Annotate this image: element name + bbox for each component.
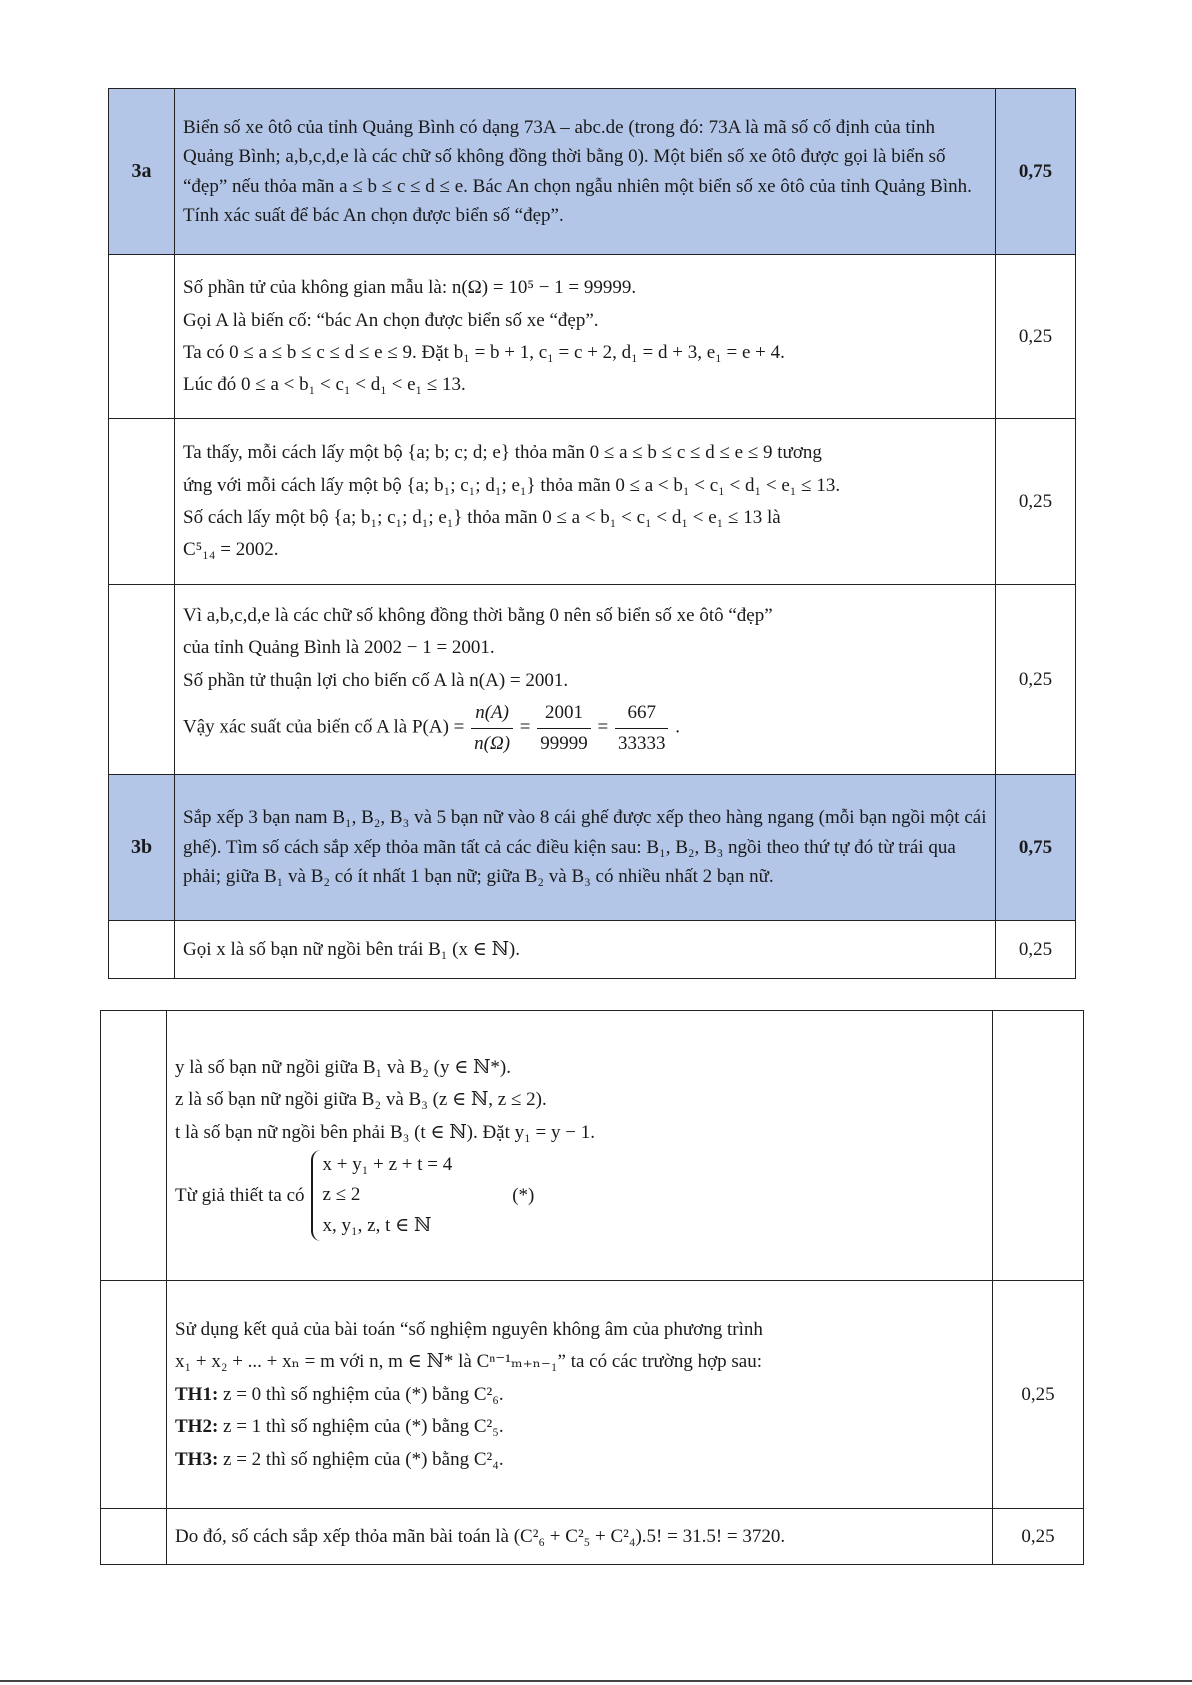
case-text: z = 2 thì số nghiệm của (*) bằng C²₄. <box>223 1448 504 1470</box>
question-score: 0,75 <box>996 89 1076 255</box>
system-brace <box>311 1150 453 1241</box>
system-eq: x, y₁, z, t ∈ ℕ <box>322 1214 432 1236</box>
solution-line: C⁵₁₄ = 2002. <box>183 539 279 561</box>
empty-cell <box>109 419 175 585</box>
solution-line: Ta có 0 ≤ a ≤ b ≤ c ≤ d ≤ e ≤ 9. Đặt b₁ = b + 1, c₁ = c + 2, d₁ = d + 3, e₁ = e + 4. <box>183 342 785 363</box>
question-label: 3b <box>109 775 175 921</box>
empty-cell <box>101 1281 167 1509</box>
denominator: n(Ω) <box>474 732 511 754</box>
empty-cell <box>101 1509 167 1565</box>
solution-step <box>175 419 996 585</box>
solution-row <box>109 255 1076 419</box>
fraction <box>471 698 513 758</box>
numerator: 667 <box>615 698 669 728</box>
question-row-3a <box>109 89 1076 255</box>
denominator: 33333 <box>617 732 666 754</box>
answer-table-2 <box>100 1010 1084 1565</box>
period: . <box>675 716 680 738</box>
system-eq: z ≤ 2 <box>322 1184 361 1206</box>
case-line <box>175 1445 984 1474</box>
answer-table-1 <box>108 88 1076 979</box>
numerator: 2001 <box>537 698 591 728</box>
question-score: 0,75 <box>996 775 1076 921</box>
equation-system <box>175 1150 984 1241</box>
probability-line <box>183 698 987 758</box>
case-line <box>175 1380 984 1409</box>
page-bottom-rule <box>0 1680 1192 1682</box>
system-tag: (*) <box>512 1184 535 1206</box>
numerator: n(A) <box>471 698 513 728</box>
step-score: 0,25 <box>996 585 1076 775</box>
solution-line: t là số bạn nữ ngồi bên phải B₃ (t ∈ ℕ). Đặt y₁ = y − 1. <box>175 1121 595 1143</box>
solution-row <box>109 419 1076 585</box>
solution-line: Số phần tử thuận lợi cho biến cố A là n(A) = 2001. <box>183 669 569 691</box>
solution-row <box>109 921 1076 979</box>
case-text: z = 0 thì số nghiệm của (*) bằng C²₆. <box>223 1383 504 1405</box>
empty-cell <box>109 255 175 419</box>
solution-step <box>175 255 996 419</box>
step-score: 0,25 <box>996 255 1076 419</box>
step-score: 0,25 <box>996 419 1076 585</box>
question-text: Biển số xe ôtô của tỉnh Quảng Bình có dạng 73A – abc.de (trong đó: 73A là mã số cố định của tỉnh Quảng Bình; a,b,c,d,e là các chữ số không đồng thời bằng 0). Một biển số xe ôtô được gọi là biển số “đẹp” nếu thỏa mãn a ≤ b ≤ c ≤ d ≤ e. Bác An chọn ngẫu nhiên một biển số xe ôtô của tỉnh Quảng Bình. Tính xác suất để bác An chọn được biển số “đẹp”. <box>175 89 996 255</box>
equals-sign: = <box>519 716 531 738</box>
system-prefix: Từ giả thiết ta có <box>175 1184 305 1206</box>
solution-line: Gọi A là biến cố: “bác An chọn được biển số xe “đẹp”. <box>183 309 599 331</box>
solution-step <box>167 1281 993 1509</box>
fraction <box>615 698 669 758</box>
step-score: 0,25 <box>993 1281 1084 1509</box>
solution-step <box>175 585 996 775</box>
solution-row <box>101 1011 1084 1281</box>
step-score: 0,25 <box>993 1509 1084 1565</box>
question-text: Sắp xếp 3 bạn nam B₁, B₂, B₃ và 5 bạn nữ vào 8 cái ghế được xếp theo hàng ngang (mỗi bạn ngồi một cái ghế). Tìm số cách sắp xếp thỏa mãn tất cả các điều kiện sau: B₁, B₂, B₃ ngồi theo thứ tự đó từ trái qua phải; giữa B₁ và B₂ có ít nhất 1 bạn nữ; giữa B₂ và B₃ có nhiều nhất 2 bạn nữ. <box>175 775 996 921</box>
solution-row <box>101 1509 1084 1565</box>
solution-row <box>109 585 1076 775</box>
question-row-3b <box>109 775 1076 921</box>
solution-line: ứng với mỗi cách lấy một bộ {a; b₁; c₁; d₁; e₁} thỏa mãn 0 ≤ a < b₁ < c₁ < d₁ < e₁ ≤ 13. <box>183 474 841 496</box>
empty-cell <box>101 1011 167 1281</box>
solution-line: Số cách lấy một bộ {a; b₁; c₁; d₁; e₁} thỏa mãn 0 ≤ a < b₁ < c₁ < d₁ < e₁ ≤ 13 là <box>183 507 781 528</box>
case-tag: TH2: <box>175 1416 219 1438</box>
solution-step: Do đó, số cách sắp xếp thỏa mãn bài toán là (C²₆ + C²₅ + C²₄).5! = 31.5! = 3720. <box>167 1509 993 1565</box>
solution-line: z là số bạn nữ ngồi giữa B₂ và B₃ (z ∈ ℕ, z ≤ 2). <box>175 1089 547 1111</box>
case-tag: TH1: <box>175 1383 219 1405</box>
empty-cell <box>109 585 175 775</box>
probability-prefix: Vậy xác suất của biến cố A là P(A) = <box>183 716 465 738</box>
question-label: 3a <box>109 89 175 255</box>
system-eq: x + y₁ + z + t = 4 <box>322 1154 453 1176</box>
solution-step <box>167 1011 993 1281</box>
empty-cell <box>109 921 175 979</box>
solution-line: x₁ + x₂ + ... + xₙ = m với n, m ∈ ℕ* là Cⁿ⁻¹ₘ₊ₙ₋₁” ta có các trường hợp sau: <box>175 1351 763 1373</box>
equals-sign: = <box>597 716 609 738</box>
case-text: z = 1 thì số nghiệm của (*) bằng C²₅. <box>223 1416 504 1438</box>
solution-line: Số phần tử của không gian mẫu là: n(Ω) = 10⁵ − 1 = 99999. <box>183 277 637 299</box>
denominator: 99999 <box>540 732 588 754</box>
case-line <box>175 1412 984 1441</box>
solution-line: của tỉnh Quảng Bình là 2002 − 1 = 2001. <box>183 637 495 659</box>
solution-line: Vì a,b,c,d,e là các chữ số không đồng thời bằng 0 nên số biển số xe ôtô “đẹp” <box>183 604 773 626</box>
solution-line: Lúc đó 0 ≤ a < b₁ < c₁ < d₁ < e₁ ≤ 13. <box>183 374 466 396</box>
step-score: 0,25 <box>996 921 1076 979</box>
solution-step: Gọi x là số bạn nữ ngồi bên trái B₁ (x ∈ ℕ). <box>175 921 996 979</box>
fraction <box>537 698 591 758</box>
solution-line: Ta thấy, mỗi cách lấy một bộ {a; b; c; d; e} thỏa mãn 0 ≤ a ≤ b ≤ c ≤ d ≤ e ≤ 9 tương <box>183 442 822 464</box>
empty-cell <box>993 1011 1084 1281</box>
solution-row <box>101 1281 1084 1509</box>
solution-line: y là số bạn nữ ngồi giữa B₁ và B₂ (y ∈ ℕ*). <box>175 1056 511 1078</box>
case-tag: TH3: <box>175 1448 219 1470</box>
solution-line: Sử dụng kết quả của bài toán “số nghiệm nguyên không âm của phương trình <box>175 1318 763 1340</box>
